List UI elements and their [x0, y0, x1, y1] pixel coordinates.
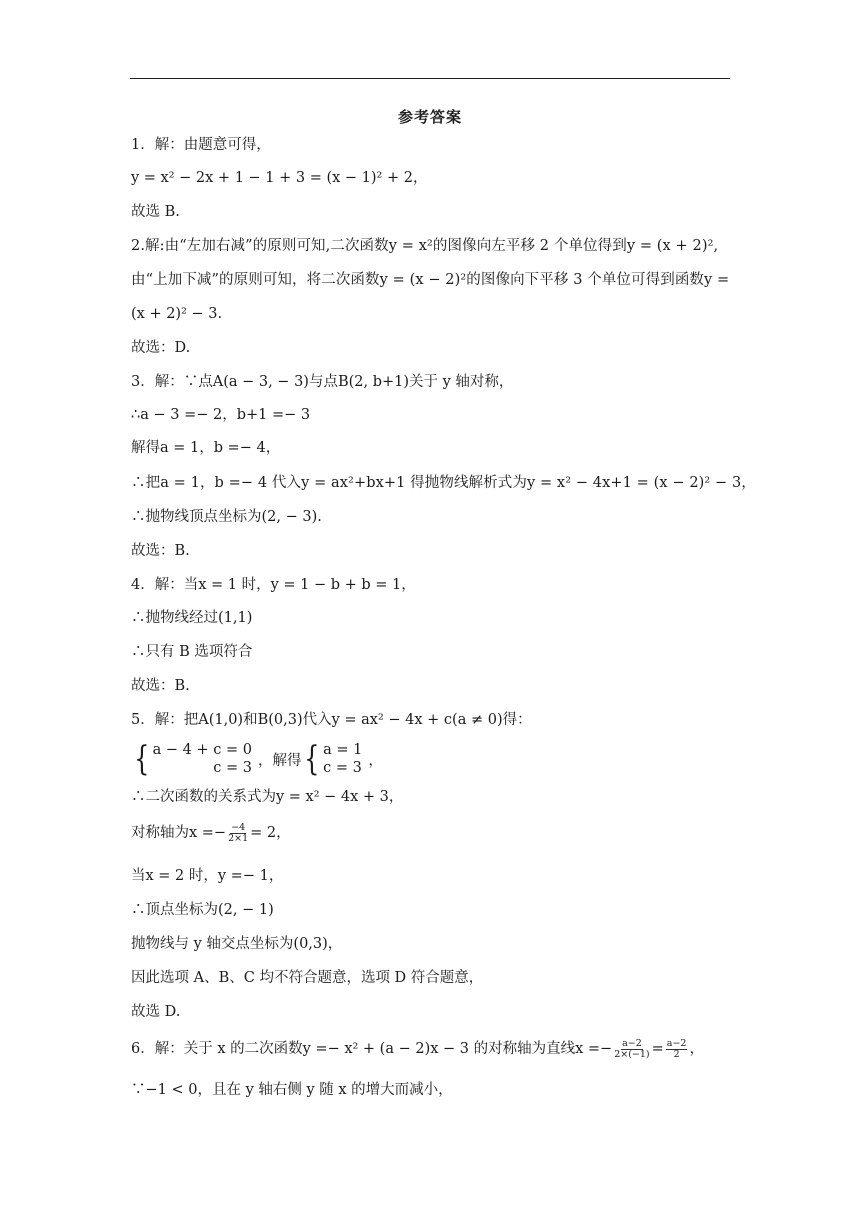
equation-system: [131, 740, 383, 778]
system-equations: [153, 741, 252, 777]
text-line: 5．解：把A(1,0)和B(0,3)代入y = ax² − 4x + c(a ≠ 0)得：: [131, 712, 532, 728]
q6-numerator-1: a−2: [622, 1037, 642, 1049]
text-line: 因此选项 A、B、C 均不符合题意，选项 D 符合题意，: [131, 970, 484, 986]
system-solutions: [323, 741, 362, 777]
text-line: 3．解：∵点A(a − 3, − 3)与点B(2, b+1)关于 y 轴对称，: [131, 374, 514, 390]
axis-numerator: −4: [231, 821, 246, 833]
text-line: ∴抛物线经过(1,1): [131, 610, 253, 626]
q6-fraction-1: [614, 1039, 649, 1060]
text-line: 故选 B.: [131, 204, 180, 220]
q6-prefix: 6．解：关于 x 的二次函数y =− x² + (a − 2)x − 3 的对称轴为直线x =−: [131, 1041, 613, 1057]
axis-prefix: 对称轴为x =−: [131, 825, 227, 841]
text-line: 解得a = 1，b =− 4，: [131, 440, 281, 456]
text-line: 故选：B.: [131, 678, 190, 694]
system-eq2: c = 3: [213, 760, 252, 776]
text-line: ∴抛物线顶点坐标为(2, − 3).: [131, 509, 322, 525]
text-line: ∴把a = 1，b =− 4 代入y = ax²+bx+1 得抛物线解析式为y = x² − 4x+1 = (x − 2)² − 3，: [131, 475, 756, 491]
text-line: 故选 D.: [131, 1004, 181, 1020]
text-line: 当x = 2 时，y =− 1，: [131, 868, 284, 884]
brace-glyph: {: [134, 739, 150, 779]
system-sol2: c = 3: [323, 760, 362, 776]
q6-denominator-1: 2×(−1): [614, 1048, 650, 1060]
text-line: 故选：B.: [131, 543, 190, 559]
system-mid-text: ，解得: [257, 752, 302, 769]
page-title: 参考答案: [397, 108, 462, 126]
text-line: ∵−1 < 0，且在 y 轴右侧 y 随 x 的增大而减小，: [131, 1082, 453, 1098]
axis-line: [131, 820, 291, 846]
system-eq1: a − 4 + c = 0: [152, 742, 252, 758]
q6-line: [131, 1035, 704, 1063]
brace-glyph: {: [304, 739, 320, 779]
q6-suffix: ，: [689, 1041, 704, 1057]
text-line: ∴a − 3 =− 2，b+1 =− 3: [131, 407, 311, 423]
q6-fraction-2: [666, 1039, 688, 1060]
text-line: 由“上加下减”的原则可知，将二次函数y = (x − 2)²的图像向下平移 3 个单位可得到函数y =: [131, 272, 730, 288]
text-line: (x + 2)² − 3.: [131, 306, 223, 322]
text-line: 抛物线与 y 轴交点坐标为(0,3)，: [131, 936, 343, 952]
q6-equals: =: [651, 1041, 664, 1057]
text-line: 2.解:由“左加右减”的原则可知,二次函数y = x²的图像向左平移 2 个单位得到y = (x + 2)²,: [131, 238, 719, 254]
text-line: 4．解：当x = 1 时，y = 1 − b + b = 1，: [131, 577, 416, 593]
text-line: 1．解：由题意可得，: [131, 137, 271, 153]
q6-denominator-2: 2: [673, 1048, 680, 1060]
text-line: 故选：D.: [131, 340, 191, 356]
axis-suffix: = 2，: [250, 825, 291, 841]
text-line: ∴二次函数的关系式为y = x² − 4x + 3，: [131, 789, 404, 805]
text-line: ∴顶点坐标为(2, − 1): [131, 902, 274, 918]
text-line: ∴只有 B 选项符合: [131, 644, 253, 660]
system-end: ，: [368, 752, 383, 769]
header-rule: [130, 78, 730, 79]
text-line: y = x² − 2x + 1 − 1 + 3 = (x − 1)² + 2，: [131, 170, 428, 186]
system-sol1: a = 1: [323, 742, 363, 758]
axis-denominator: 2×1: [228, 832, 249, 844]
q6-numerator-2: a−2: [666, 1037, 687, 1049]
axis-fraction: [228, 823, 248, 844]
